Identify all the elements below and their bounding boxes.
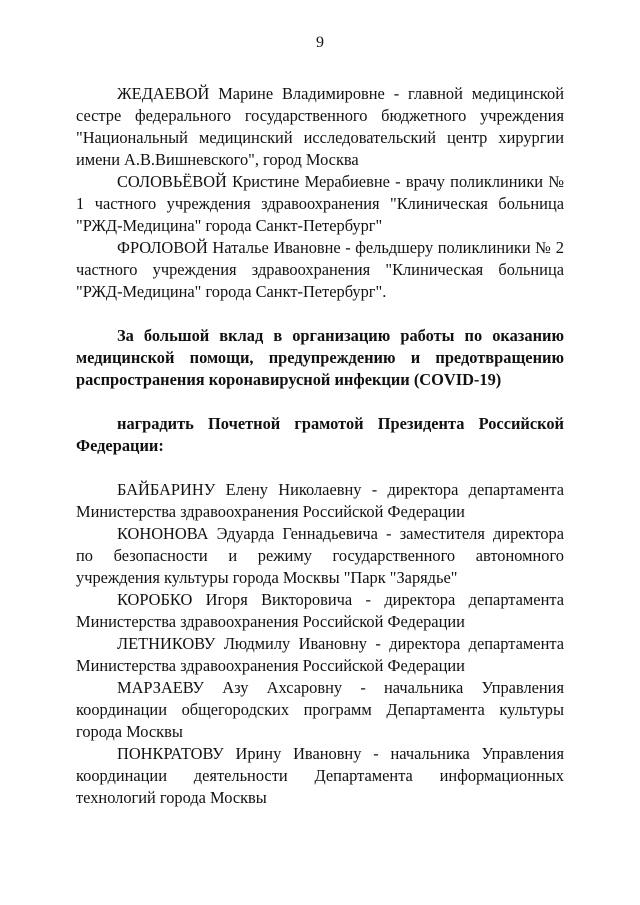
recipient-paragraph: ЖЕДАЕВОЙ Марине Владимировне - главной медицинской сестре федерального государственного бюджетного учреждения "Национальный медицинский исследовательский центр хирургии имени А.В.Вишневского", город Москва <box>76 84 564 169</box>
recipient-paragraph: КОНОНОВА Эдуарда Геннадьевича - заместителя директора по безопасности и режиму государственного автономного учреждения культуры города Москвы "Парк "Зарядье" <box>76 524 564 587</box>
recipient-paragraph: БАЙБАРИНУ Елену Николаевну - директора департамента Министерства здравоохранения Российской Федерации <box>76 480 564 521</box>
recipient-paragraph: МАРЗАЕВУ Азу Ахсаровну - начальника Управления координации общегородских программ Департамента культуры города Москвы <box>76 678 564 741</box>
recipient-paragraph: ПОНКРАТОВУ Ирину Ивановну - начальника Управления координации деятельности Департамента информационных технологий города Москвы <box>76 744 564 807</box>
recipient-paragraph: КОРОБКО Игоря Викторовича - директора департамента Министерства здравоохранения Российской Федерации <box>76 590 564 631</box>
section-heading: За большой вклад в организацию работы по оказанию медицинской помощи, предупреждению и предотвращению распространения коронавирусной инфекции (COVID-19) <box>76 326 564 389</box>
recipient-paragraph: СОЛОВЬЁВОЙ Кристине Мерабиевне - врачу поликлиники № 1 частного учреждения здравоохранения "Клиническая больница "РЖД-Медицина" города Санкт-Петербург" <box>76 172 564 235</box>
recipient-paragraph: ЛЕТНИКОВУ Людмилу Ивановну - директора департамента Министерства здравоохранения Российской Федерации <box>76 634 564 675</box>
recipient-paragraph: ФРОЛОВОЙ Наталье Ивановне - фельдшеру поликлиники № 2 частного учреждения здравоохранения "Клиническая больница "РЖД-Медицина" города Санкт-Петербург". <box>76 238 564 301</box>
page-number: 9 <box>316 34 324 51</box>
document-body <box>76 83 564 809</box>
award-heading: наградить Почетной грамотой Президента Российской Федерации: <box>76 414 564 455</box>
